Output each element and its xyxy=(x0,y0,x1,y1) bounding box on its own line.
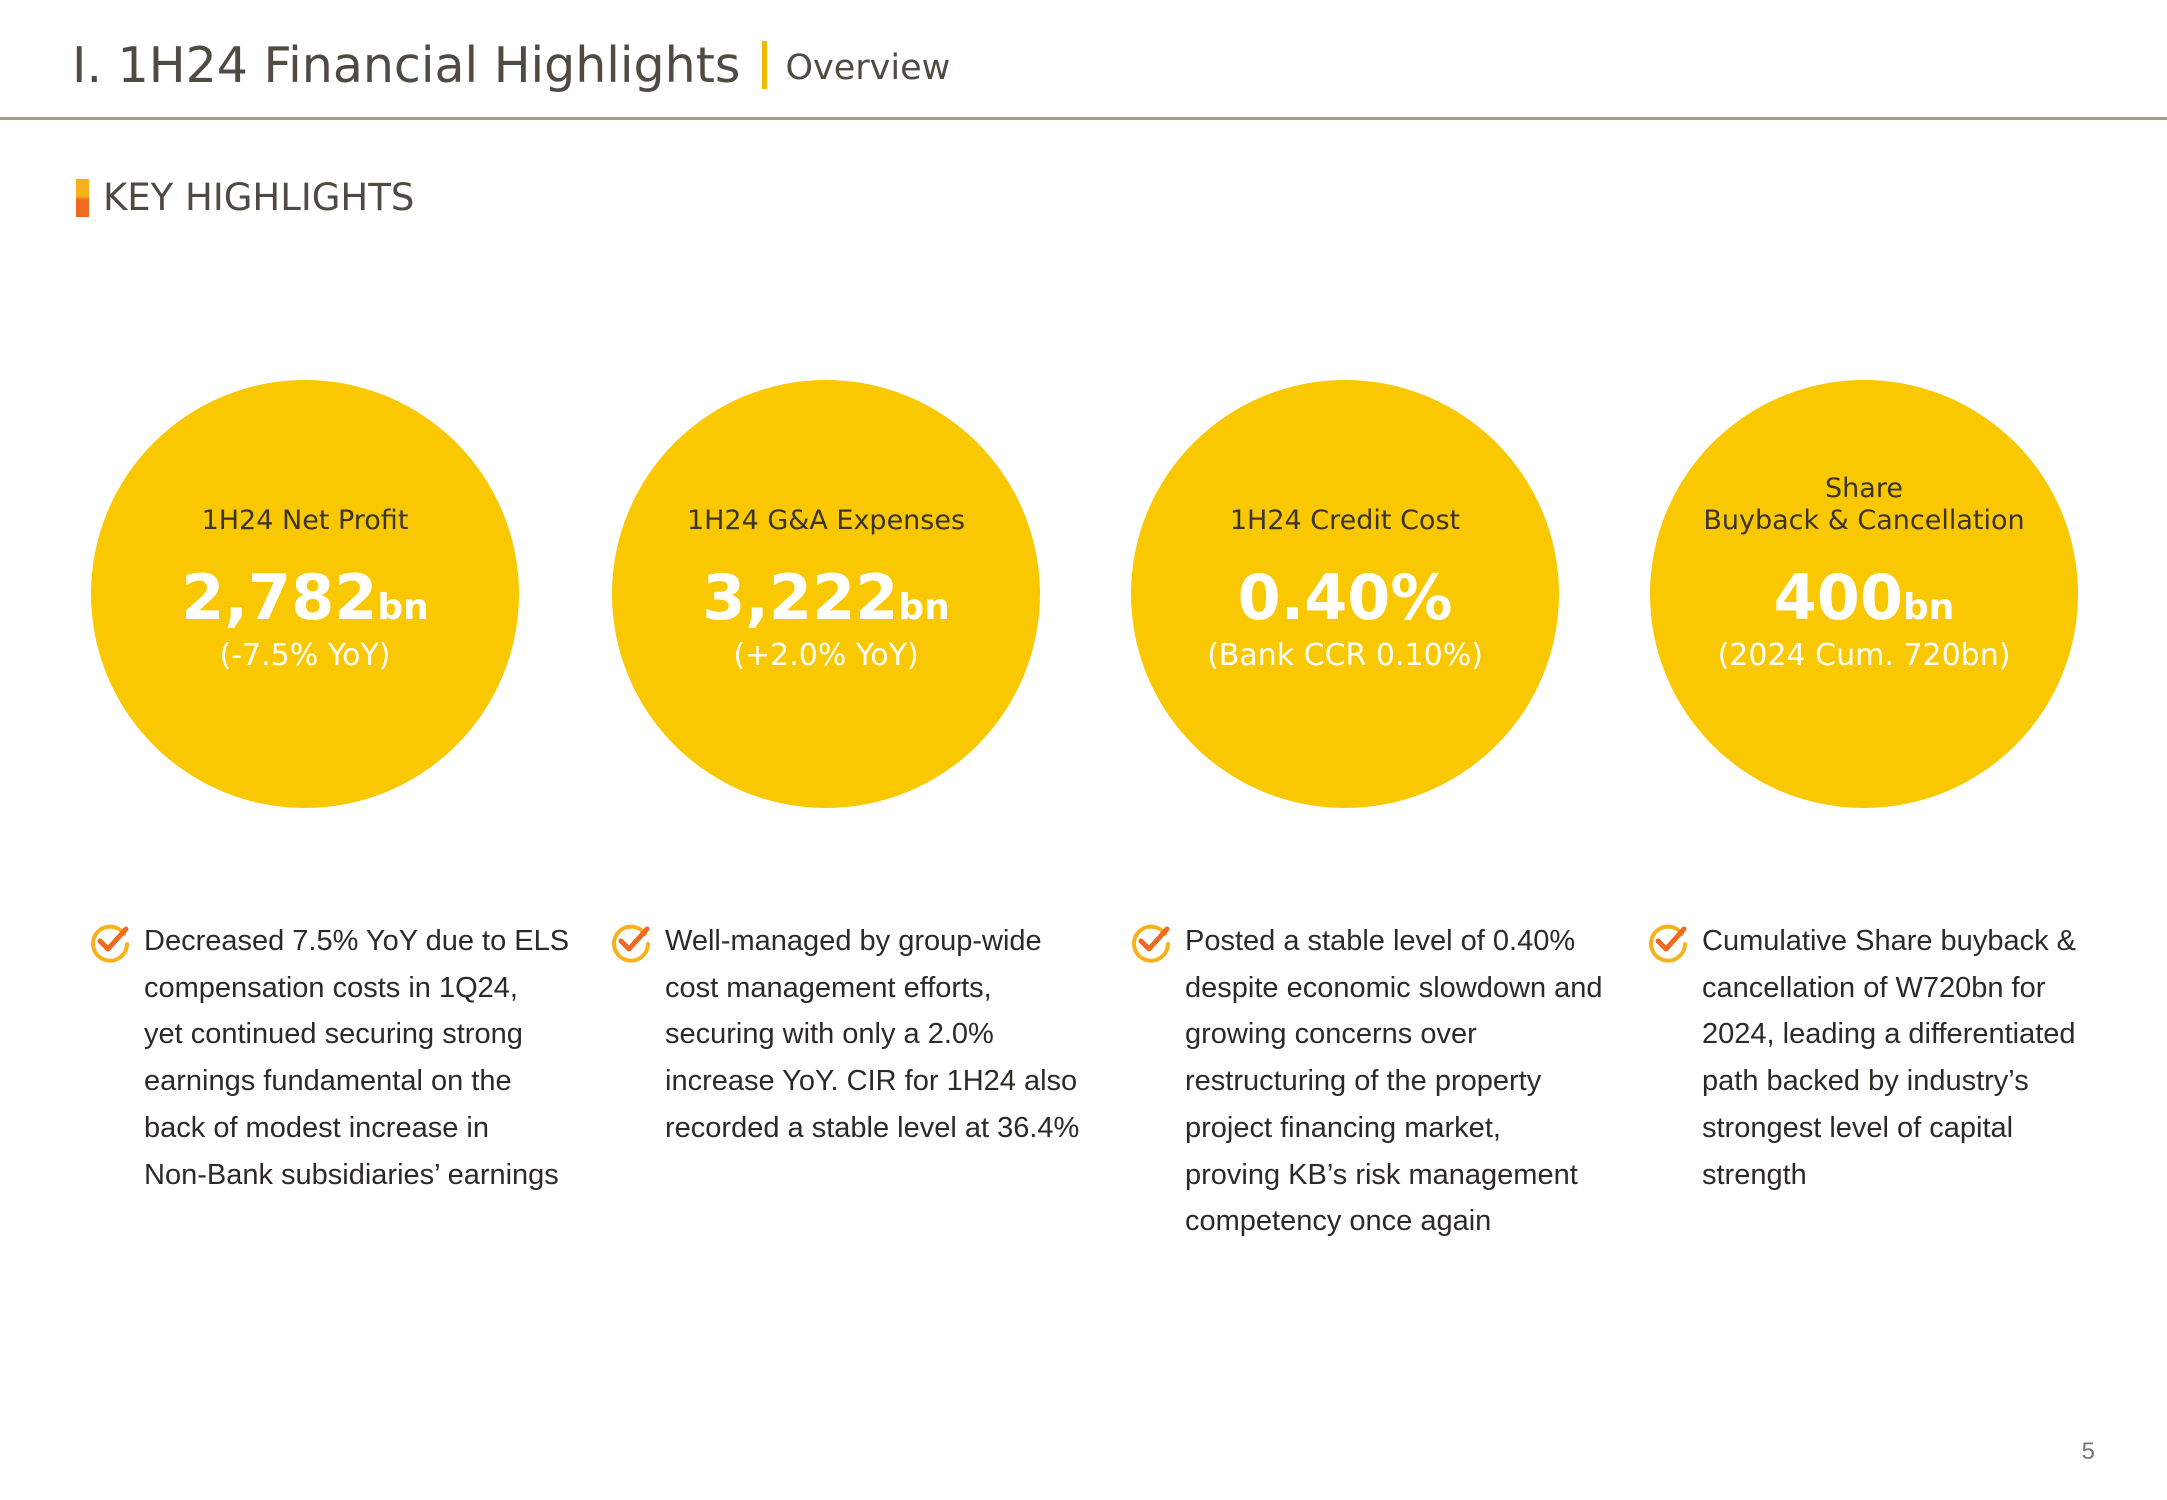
check-circle-icon xyxy=(88,920,132,964)
circle-label: 1H24 Credit Cost xyxy=(1229,505,1461,536)
section-title: KEY HIGHLIGHTS xyxy=(103,176,415,219)
bullet-line: project financing market, xyxy=(1185,1111,1501,1144)
highlight-circle-share-buyback xyxy=(1650,380,2078,808)
bullet-line: path backed by industry’s xyxy=(1702,1065,2029,1098)
bullet-line: Decreased 7.5% YoY due to ELS xyxy=(144,925,570,957)
check-circle-icon xyxy=(1129,920,1173,964)
slide-header xyxy=(72,30,950,100)
bullet-line: earnings fundamental on the xyxy=(144,1065,512,1098)
circle-note: (Bank CCR 0.10%) xyxy=(1207,638,1483,673)
bullet-text xyxy=(1702,918,2076,1198)
section-heading xyxy=(76,176,414,219)
page-number: 5 xyxy=(2081,1438,2095,1465)
circle-value-number: 3,222 xyxy=(702,561,899,634)
title-divider xyxy=(762,41,767,89)
bullet-text xyxy=(1185,918,1603,1245)
highlight-bullet-ga-expenses xyxy=(609,918,1109,1152)
check-circle-icon xyxy=(1646,920,1690,964)
bullet-line: cancellation of W720bn for xyxy=(1702,971,2046,1004)
circle-label: 1H24 G&A Expenses xyxy=(686,505,966,536)
circle-label xyxy=(1650,473,2078,537)
circle-value-number: 400 xyxy=(1773,561,1903,634)
section-marker xyxy=(76,179,89,217)
circle-note: (+2.0% YoY) xyxy=(733,638,919,673)
page-subtitle: Overview xyxy=(785,48,951,88)
bullet-line: yet continued securing strong xyxy=(144,1018,523,1051)
bullet-text xyxy=(144,918,569,1198)
bullet-line: Cumulative Share buyback & xyxy=(1702,925,2076,957)
circle-value xyxy=(91,562,519,644)
circle-value xyxy=(612,562,1040,644)
bullet-line: Well-managed by group-wide xyxy=(665,925,1042,957)
circle-value-unit: bn xyxy=(377,587,429,628)
circle-value xyxy=(1650,562,2078,644)
circle-value xyxy=(1131,562,1559,644)
circle-label: 1H24 Net Profit xyxy=(201,505,409,536)
bullet-line: despite economic slowdown and xyxy=(1185,971,1603,1004)
check-circle-icon xyxy=(609,920,653,964)
bullet-line: back of modest increase in xyxy=(144,1111,489,1144)
highlight-bullet-share-buyback xyxy=(1646,918,2126,1198)
bullet-line: recorded a stable level at 36.4% xyxy=(665,1111,1080,1144)
bullet-line: Posted a stable level of 0.40% xyxy=(1185,925,1576,957)
highlight-circle-ga-expenses xyxy=(612,380,1040,808)
bullet-line: competency once again xyxy=(1185,1205,1492,1238)
bullet-text xyxy=(665,918,1079,1152)
highlight-circle-net-profit xyxy=(91,380,519,808)
circle-value-unit: bn xyxy=(898,587,950,628)
bullet-line: securing with only a 2.0% xyxy=(665,1018,994,1051)
circle-value-unit: bn xyxy=(1903,587,1955,628)
circle-value-number: 0.40% xyxy=(1237,561,1453,634)
bullet-line: increase YoY. CIR for 1H24 also xyxy=(665,1065,1078,1098)
highlight-circle-credit-cost xyxy=(1131,380,1559,808)
bullet-line: 2024, leading a differentiated xyxy=(1702,1018,2076,1051)
circle-label-line: Buyback & Cancellation xyxy=(1703,505,2025,536)
page-title: I. 1H24 Financial Highlights xyxy=(72,36,741,94)
circle-note: (-7.5% YoY) xyxy=(219,638,391,673)
bullet-line: strength xyxy=(1702,1158,1807,1191)
bullet-line: compensation costs in 1Q24, xyxy=(144,971,518,1004)
bullet-line: proving KB’s risk management xyxy=(1185,1158,1578,1191)
highlight-bullet-credit-cost xyxy=(1129,918,1629,1245)
bullet-line: restructuring of the property xyxy=(1185,1065,1542,1098)
highlight-bullet-net-profit xyxy=(88,918,588,1198)
bullet-line: strongest level of capital xyxy=(1702,1111,2014,1144)
circle-value-number: 2,782 xyxy=(181,561,378,634)
header-rule xyxy=(0,117,2167,120)
bullet-line: growing concerns over xyxy=(1185,1018,1477,1051)
bullet-line: cost management efforts, xyxy=(665,971,992,1004)
bullet-line: Non-Bank subsidiaries’ earnings xyxy=(144,1158,559,1191)
circle-note: (2024 Cum. 720bn) xyxy=(1717,638,2011,673)
circle-label-line: Share xyxy=(1825,473,1903,504)
